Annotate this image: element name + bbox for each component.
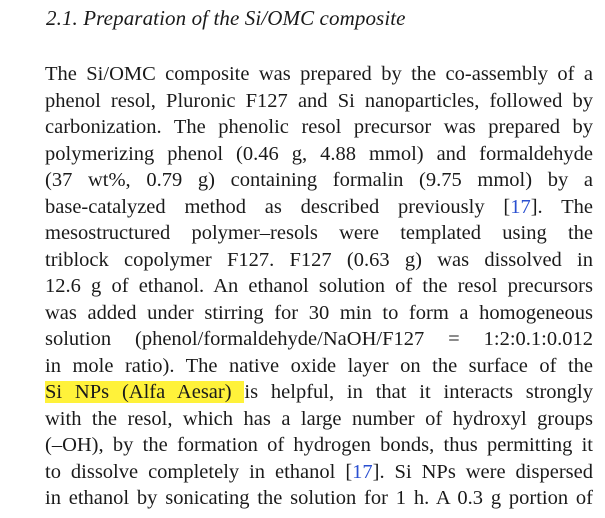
paragraph-line: carbonization. The phenolic resol precursor was prepared by [45, 116, 593, 138]
paragraph-line: (37 wt%, 0.79 g) containing formalin (9.75 mmol) by a [45, 169, 593, 191]
paragraph-line: phenol resol, Pluronic F127 and Si nanoparticles, followed by [45, 89, 593, 112]
highlighted-text: Si NPs (Alfa Aesar) [45, 381, 245, 403]
paragraph-line: in mole ratio). The native oxide layer on the surface of the [45, 354, 593, 377]
paragraph-line: was added under stirring for 30 min to form a homogeneous [45, 301, 593, 324]
paragraph-line: in ethanol by sonicating the solution for 1 h. A 0.3 g portion of [45, 487, 593, 509]
paragraph [45, 61, 593, 512]
paragraph-line: polymerizing phenol (0.46 g, 4.88 mmol) and formaldehyde [45, 142, 593, 165]
paragraph-line: (–OH), by the formation of hydrogen bonds, thus permitting it [45, 434, 593, 456]
paragraph-line: The Si/OMC composite was prepared by the co-assembly of a [45, 63, 593, 85]
paragraph-line: with the resol, which has a large number of hydroxyl groups [45, 407, 593, 430]
paragraph-line [45, 459, 593, 486]
paragraph-line: mesostructured polymer–resols were templated using the [45, 222, 593, 244]
line-text: is helpful, in that it interacts strongly [244, 381, 593, 403]
line-text: to dissolve completely in ethanol [ [45, 460, 353, 483]
section-heading: 2.1. Preparation of the Si/OMC composite [46, 6, 406, 30]
paragraph-line: 12.6 g of ethanol. An ethanol solution of the resol precursors [45, 275, 593, 297]
paragraph-line [45, 194, 593, 221]
paragraph-line [45, 379, 593, 406]
line-text: ]. The [530, 195, 594, 218]
paragraph-line: triblock copolymer F127. F127 (0.63 g) was dissolved in [45, 248, 593, 271]
reference-link[interactable]: 17 [352, 460, 373, 483]
line-text: ]. Si NPs were dispersed [372, 460, 593, 483]
line-text: base-catalyzed method as described previously [ [45, 195, 511, 218]
paragraph-line: solution (phenol/formaldehyde/NaOH/F127 = 1:2:0.1:0.012 [45, 328, 593, 350]
reference-link[interactable]: 17 [510, 195, 531, 218]
